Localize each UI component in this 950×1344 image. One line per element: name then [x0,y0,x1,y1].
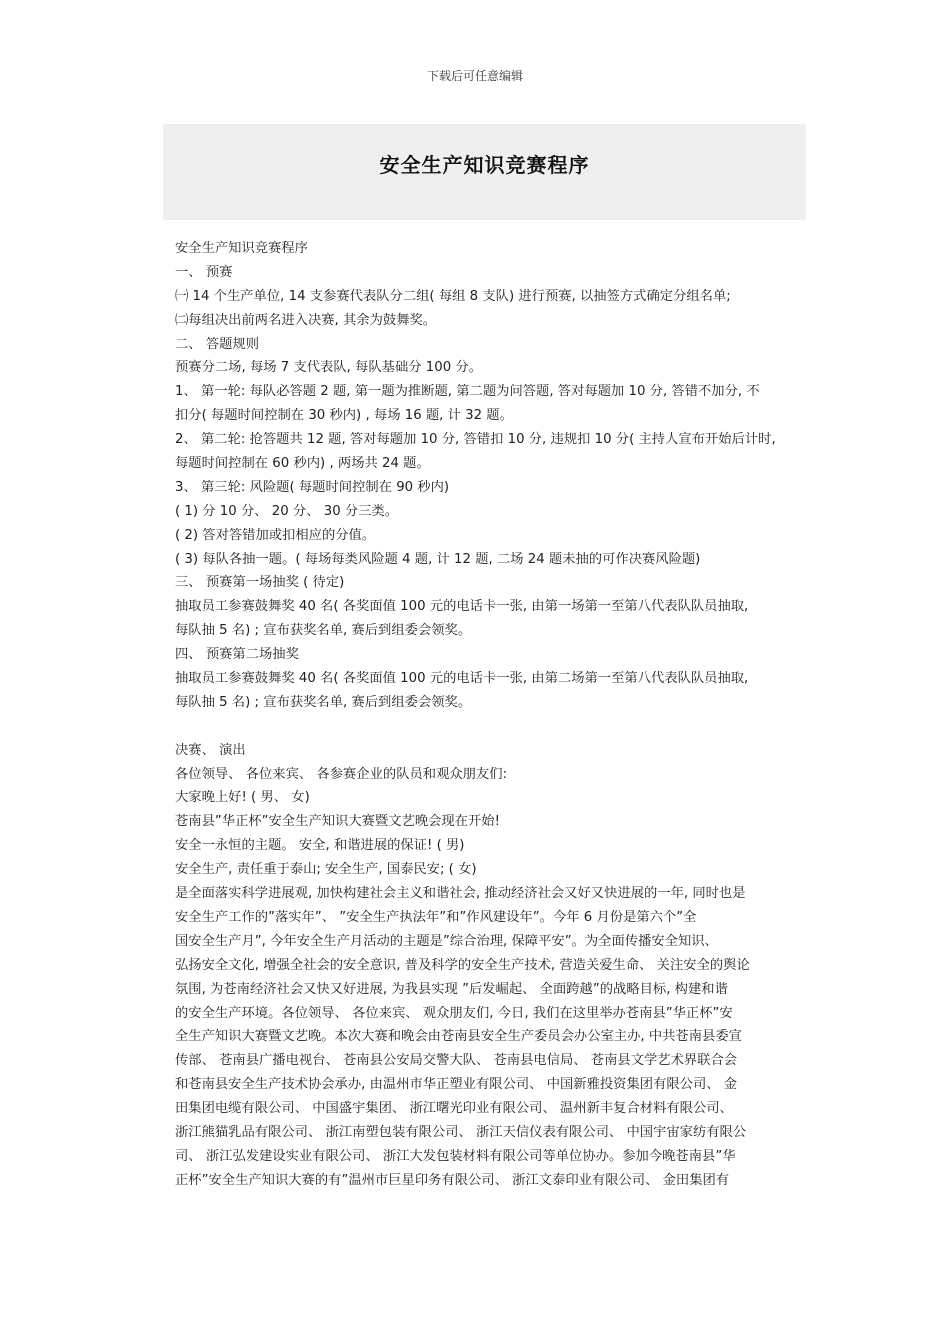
text-line: 三、 预赛第一场抽奖 ( 待定) [175,575,345,591]
text-line: 的安全生产环境。各位领导、 各位来宾、 观众朋友们, 今日, 我们在这里举办苍南县”华正杯”安 [175,1005,733,1021]
text-line: 1、 第一轮: 每队必答题 2 题, 第一题为推断题, 第二题为问答题, 答对每题加 10 分, 答错不加分, 不 [175,384,760,400]
text-line: ( 3) 每队各抽一题。( 每场每类风险题 4 题, 计 12 题, 二场 24 题未抽的可作决赛风险题) [175,551,701,567]
text-line: 3、 第三轮: 风险题( 每题时间控制在 90 秒内) [175,479,450,495]
document-body [175,237,797,1193]
text-line: 每队抽 5 名) ; 宣布获奖名单, 赛后到组委会领奖。 [175,694,472,710]
text-line: 决赛、 演出 [175,742,246,758]
text-line: 二、 答题规则 [175,336,260,352]
text-line: 浙江熊猫乳品有限公司、 浙江南塑包装有限公司、 浙江天信仪表有限公司、 中国宇宙家纺有限公 [175,1124,747,1140]
text-line: 国安全生产月”, 今年安全生产月活动的主题是”综合治理, 保障平安”。为全面传播安全知识、 [175,933,718,949]
text-line: 每队抽 5 名) ; 宣布获奖名单, 赛后到组委会领奖。 [175,623,472,639]
text-line: 抽取员工参赛鼓舞奖 40 名( 各奖面值 100 元的电话卡一张, 由第二场第一至第八代表队队员抽取, [175,671,749,687]
text-line: 田集团电缆有限公司、 中国盛宇集团、 浙江曙光印业有限公司、 温州新丰复合材料有限公司、 [175,1101,733,1117]
text-line: 扣分( 每题时间控制在 30 秒内) , 每场 16 题, 计 32 题。 [175,408,513,424]
text-line: 安全一永恒的主题。 安全, 和谐进展的保证! ( 男) [175,838,465,854]
text-line: ( 1) 分 10 分、 20 分、 30 分三类。 [175,503,399,519]
text-line: 传部、 苍南县广播电视台、 苍南县公安局交警大队、 苍南县电信局、 苍南县文学艺术界联合会 [175,1053,738,1069]
text-line: 各位领导、 各位来宾、 各参赛企业的队员和观众朋友们: [175,766,508,782]
text-line: 安全生产, 责任重于泰山; 安全生产, 国泰民安; ( 女) [175,862,477,878]
text-line: 是全面落实科学进展观, 加快构建社会主义和谐社会, 推动经济社会又好又快进展的一年, 同时也是 [175,886,746,902]
text-line: 每题时间控制在 60 秒内) , 两场共 24 题。 [175,456,430,472]
text-line: ㈡每组决出前两名进入决赛, 其余为鼓舞奖。 [175,312,437,328]
text-line: 大家晚上好! ( 男、 女) [175,790,310,806]
text-line: 弘扬安全文化, 增强全社会的安全意识, 普及科学的安全生产技术, 营造关爱生命、 关注安全的舆论 [175,957,750,973]
text-line: 苍南县”华正杯”安全生产知识大赛暨文艺晚会现在开始! [175,814,500,830]
page-header-note: 下载后可任意编辑 [426,69,523,83]
text-line: 抽取员工参赛鼓舞奖 40 名( 各奖面值 100 元的电话卡一张, 由第一场第一至第八代表队队员抽取, [175,599,749,615]
text-line: 正杯”安全生产知识大赛的有”温州市巨星印务有限公司、 浙江文泰印业有限公司、 金田集团有 [175,1172,730,1188]
text-line: 全生产知识大赛暨文艺晚。本次大赛和晚会由苍南县安全生产委员会办公室主办, 中共苍南县委宣 [175,1029,742,1045]
text-line: 2、 第二轮: 抢答题共 12 题, 答对每题加 10 分, 答错扣 10 分, 违规扣 10 分( 主持人宣布开始后计时, [175,432,776,448]
text-line: 四、 预赛第二场抽奖 [175,647,299,663]
text-line: ㈠ 14 个生产单位, 14 支参赛代表队分二组( 每组 8 支队) 进行预赛, 以抽签方式确定分组名单; [175,288,731,304]
text-line: ( 2) 答对答错加或扣相应的分值。 [175,527,376,543]
text-line: 和苍南县安全生产技术协会承办, 由温州市华正塑业有限公司、 中国新雅投资集团有限公司、 金 [175,1077,738,1093]
text-line: 一、 预赛 [175,264,233,280]
text-line: 安全生产知识竞赛程序 [175,241,308,256]
text-line: 氛围, 为苍南经济社会又快又好进展, 为我县实现 ”后发崛起、 全面跨越”的战略目标, 构建和谐 [175,981,728,997]
text-line: 预赛分二场, 每场 7 支代表队, 每队基础分 100 分。 [175,360,482,376]
blank-line [175,715,797,739]
text-line: 安全生产工作的”落实年”、 ”安全生产执法年”和”作风建设年”。今年 6 月份是第六个”全 [175,909,697,925]
document-title: 安全生产知识竞赛程序 [379,153,590,177]
text-line: 司、 浙江弘发建设实业有限公司、 浙江大发包装材料有限公司等单位协办。参加今晚苍南县”华 [175,1148,736,1164]
title-box [163,124,806,220]
